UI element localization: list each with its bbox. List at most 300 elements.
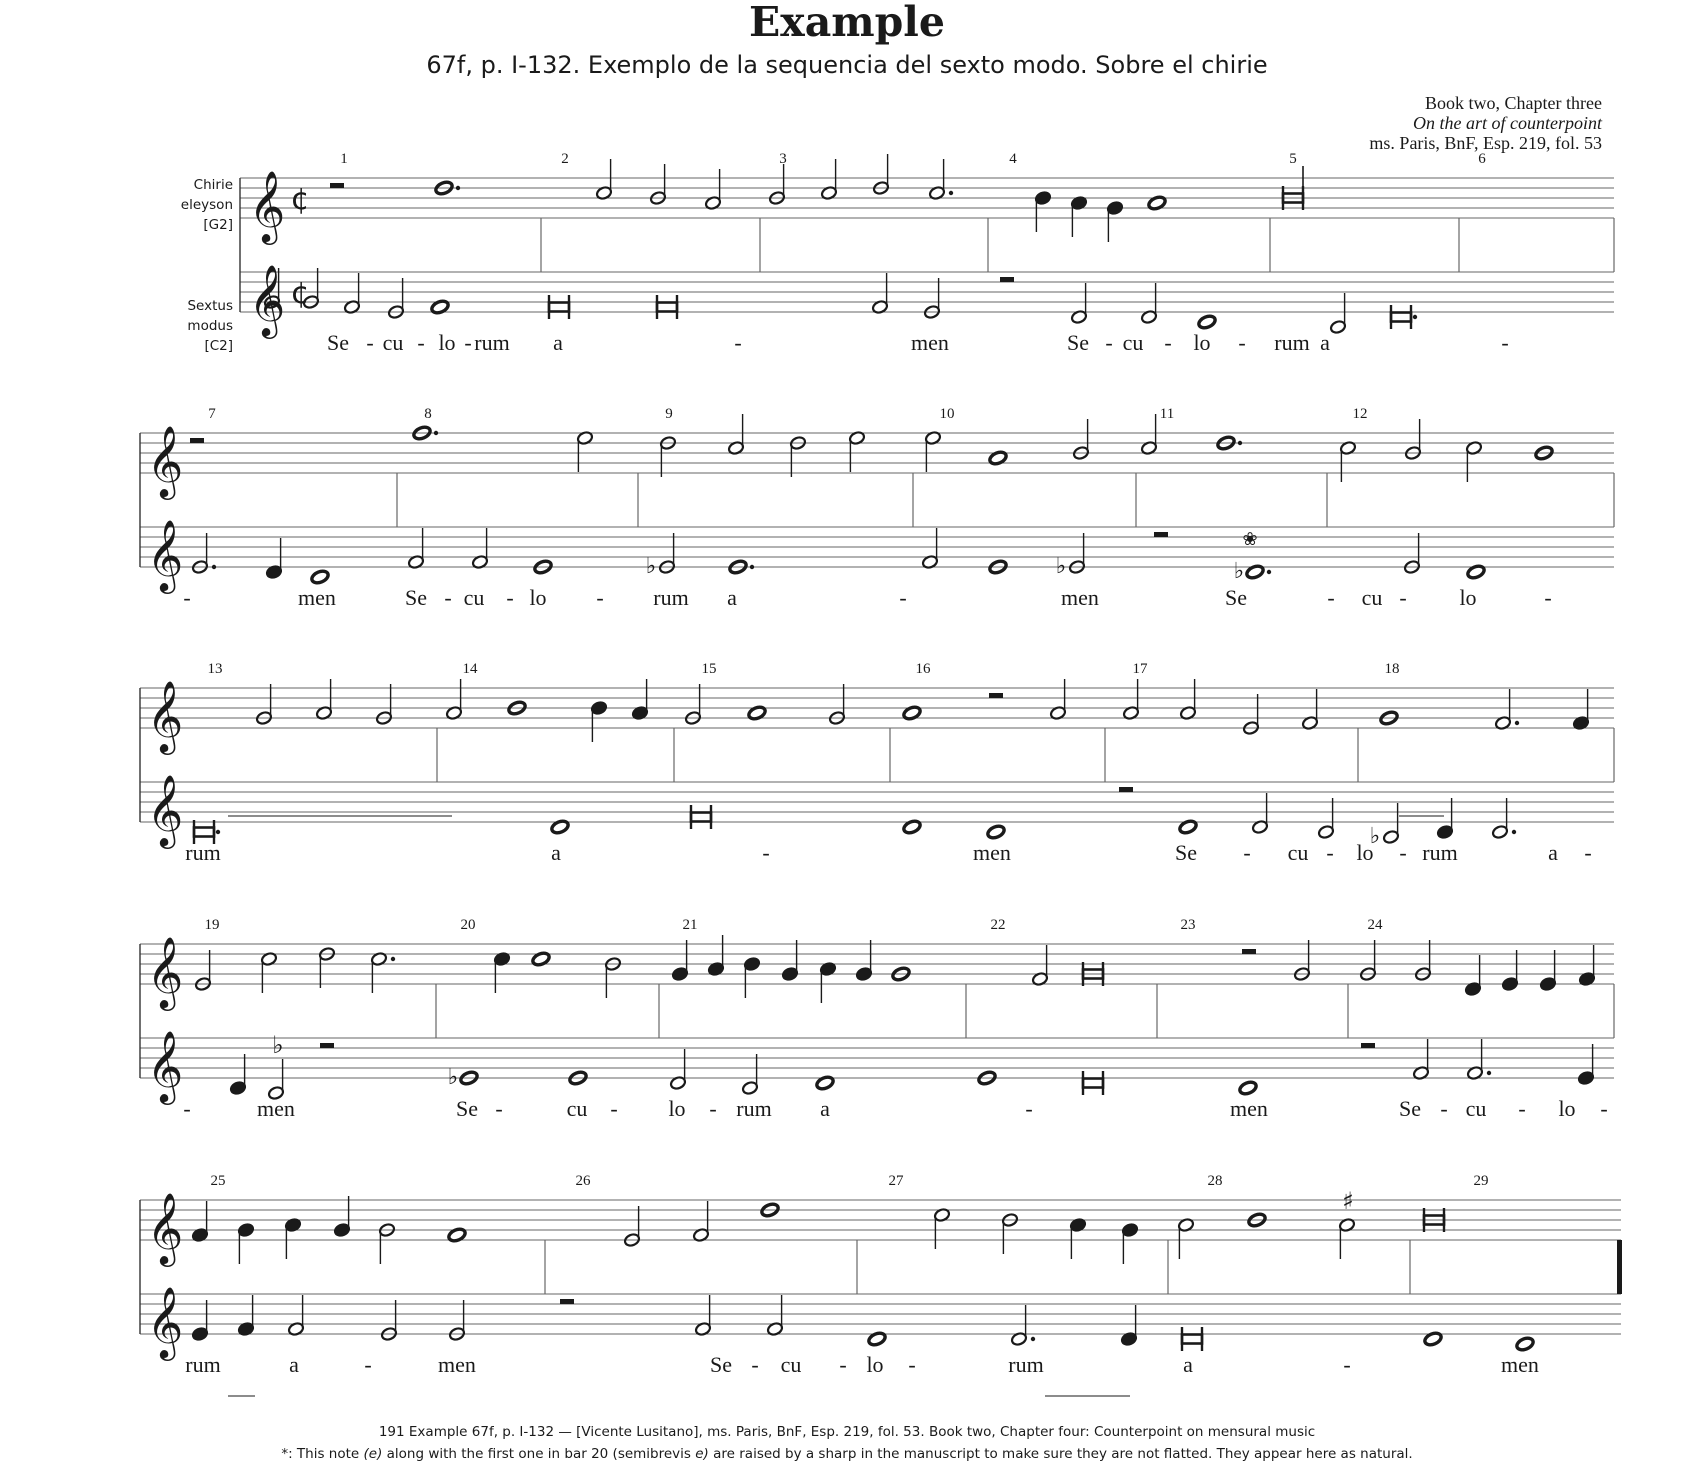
note-lower: [741, 1054, 758, 1096]
measure-number-15: 15: [701, 661, 717, 677]
measure-number-5: 5: [1289, 151, 1297, 167]
note-lower-head: [1423, 1331, 1443, 1347]
lyric-syllable: cu: [1122, 330, 1144, 355]
lyric-syllable: men: [298, 585, 336, 610]
cut-time-icon: ¢: [290, 182, 310, 217]
note-lower-rest: [320, 1043, 334, 1048]
note-lower: [1154, 532, 1168, 537]
lyric-syllable: men: [973, 840, 1011, 865]
note-upper: [928, 159, 953, 201]
lyric-syllable: -: [899, 585, 907, 610]
note-upper: [902, 705, 922, 721]
note-lower-breve: [1182, 1335, 1202, 1344]
note-upper: [237, 1222, 254, 1264]
lyric-syllable: a: [1183, 1352, 1193, 1377]
note-lower: [657, 295, 677, 319]
lyric-syllable: -: [495, 1096, 503, 1121]
measure-number-12: 12: [1352, 406, 1368, 422]
note-upper-head: [447, 1227, 467, 1243]
note-upper: [447, 1227, 467, 1243]
note-upper: [1179, 679, 1196, 721]
note-lower: [1238, 1080, 1258, 1096]
lyric-syllable: Se: [1067, 330, 1089, 355]
note-lower-head: [902, 819, 922, 835]
lyric-syllable: -: [1025, 1096, 1033, 1121]
lyric-syllable: -: [183, 1096, 191, 1121]
footer-note-b: (e): [363, 1446, 383, 1462]
note-lower-head: [1245, 564, 1265, 580]
note-lower-flat: ♭: [1233, 559, 1245, 584]
note-upper: [1034, 190, 1051, 232]
note-upper: [1242, 949, 1256, 954]
note-lower-dot: [212, 565, 216, 569]
note-upper-rest: [330, 183, 344, 188]
lyric-syllable: lo: [438, 330, 456, 355]
measure-number-3: 3: [779, 151, 787, 167]
note-upper: [623, 1206, 640, 1248]
note-lower: [191, 1300, 208, 1342]
note-upper-dot: [949, 191, 953, 195]
lyric-syllable: -: [1518, 1096, 1526, 1121]
measure-number-19: 19: [204, 917, 220, 933]
lyric-syllable: lo: [668, 1096, 686, 1121]
note-lower: [1245, 564, 1271, 580]
measure-number-25: 25: [210, 1173, 226, 1189]
note-lower-head: [1238, 1080, 1258, 1096]
note-upper: [743, 956, 760, 998]
note-upper: [1069, 1217, 1086, 1259]
note-lower: [669, 1049, 686, 1091]
treble-clef-icon: 𝄞: [146, 1285, 184, 1358]
note-lower-head: [1178, 819, 1198, 835]
note-lower: [471, 528, 488, 570]
note-lower-dot: [1512, 830, 1516, 834]
note-upper: [1338, 1217, 1355, 1259]
cut-time-icon: ¢: [290, 276, 310, 311]
note-lower: [1391, 305, 1417, 329]
note-lower-flat: ♭: [447, 1065, 459, 1090]
note-upper-dot: [434, 431, 438, 435]
measure-number-8: 8: [424, 406, 432, 422]
measure-number-26: 26: [575, 1173, 591, 1189]
measure-number-23: 23: [1180, 917, 1196, 933]
lyric-syllable: rum: [736, 1096, 772, 1121]
note-lower: [691, 805, 711, 829]
lyric-syllable: -: [1243, 840, 1251, 865]
note-lower: [1423, 1331, 1443, 1347]
measure-number-11: 11: [1159, 406, 1175, 422]
measure-number-20: 20: [460, 917, 476, 933]
note-lower: [1491, 798, 1516, 840]
note-lower: [1000, 277, 1014, 282]
note-upper: [848, 430, 865, 472]
note-lower: [1361, 1043, 1375, 1048]
lyric-syllable: -: [908, 1352, 916, 1377]
note-lower-dot: [1031, 1337, 1035, 1341]
lyric-syllable: cu: [463, 585, 485, 610]
note-lower-dot: [750, 565, 754, 569]
note-upper: [828, 684, 845, 726]
note-upper: [631, 679, 648, 721]
note-upper: [445, 679, 462, 721]
note-upper: [1404, 419, 1421, 461]
lyric-syllable: -: [417, 330, 425, 355]
note-upper: [1140, 414, 1157, 456]
note-upper: [1177, 1217, 1194, 1259]
voice-label-lower-2: modus: [187, 318, 233, 334]
editorial-sharp-icon: ♯: [1342, 1187, 1354, 1215]
note-upper: [704, 169, 721, 211]
measure-number-28: 28: [1207, 1173, 1223, 1189]
note-upper: [1049, 679, 1066, 721]
lyric-syllable: -: [506, 585, 514, 610]
note-lower-breve: [194, 828, 214, 837]
note-upper: [659, 435, 676, 477]
note-upper: [1070, 195, 1087, 237]
lyric-syllable: Se: [1399, 1096, 1421, 1121]
lyric-syllable: Se: [327, 330, 349, 355]
note-lower: [1412, 1039, 1429, 1081]
lyric-syllable: -: [366, 330, 374, 355]
lyric-syllable: cu: [780, 1352, 802, 1377]
note-lower-head: [1466, 564, 1486, 580]
note-lower: [1251, 793, 1268, 835]
note-upper: [819, 961, 836, 1003]
lyric-syllable: -: [610, 1096, 618, 1121]
note-upper-rest: [989, 693, 1003, 698]
note-upper-dot: [1238, 441, 1242, 445]
note-lower: [867, 1331, 887, 1347]
lyric-syllable: lo: [1356, 840, 1374, 865]
lyric-syllable: Se: [1225, 585, 1247, 610]
note-lower: [1466, 1039, 1491, 1081]
note-upper: [781, 940, 798, 982]
note-upper: [1001, 1212, 1018, 1254]
lyric-syllable: cu: [382, 330, 404, 355]
note-lower: [1182, 1327, 1202, 1351]
note-lower-breve: [691, 813, 711, 822]
source-line-1: Book two, Chapter three: [1425, 93, 1602, 113]
note-lower: [387, 278, 404, 320]
note-lower-dot: [1487, 1071, 1491, 1075]
voice-label-upper-2: eleyson: [180, 197, 233, 213]
note-lower: [407, 528, 424, 570]
lyric-syllable: lo: [1558, 1096, 1576, 1121]
note-lower-flat: ♭: [645, 554, 657, 579]
note-lower-flat: ♭: [1369, 824, 1381, 849]
note-lower: [1083, 1071, 1103, 1095]
footer-note-c: along with the first one in bar 20 (semibrevis: [382, 1446, 696, 1462]
lyric-syllable: -: [183, 585, 191, 610]
note-lower: [1403, 533, 1420, 575]
lyric-syllable: -: [1327, 585, 1335, 610]
note-lower: [1070, 283, 1087, 325]
note-lower-head: [867, 1331, 887, 1347]
voice-label-upper-3: [G2]: [203, 217, 233, 233]
treble-clef-icon: 𝄞: [248, 169, 286, 242]
lyric-syllable: cu: [1361, 585, 1383, 610]
note-upper: [1465, 440, 1482, 482]
lyric-syllable: -: [734, 330, 742, 355]
note-upper: [590, 700, 607, 742]
note-upper-head: [988, 450, 1008, 466]
note-lower: [380, 1300, 397, 1342]
lyric-syllable: -: [596, 585, 604, 610]
note-lower: [191, 533, 216, 575]
measure-number-22: 22: [990, 917, 1006, 933]
lyric-syllable: lo: [866, 1352, 884, 1377]
note-lower-dot: [1413, 315, 1417, 319]
note-upper: [933, 1207, 950, 1249]
note-lower: [430, 299, 450, 315]
note-upper: [370, 951, 395, 993]
treble-clef-icon: 𝄞: [146, 679, 184, 752]
note-upper: [378, 1222, 395, 1264]
lyric-syllable: -: [1440, 1096, 1448, 1121]
note-upper: [727, 414, 744, 456]
measure-number-10: 10: [939, 406, 955, 422]
note-lower: [1577, 1044, 1594, 1086]
note-upper-dot: [456, 186, 460, 190]
note-upper-dot: [1515, 721, 1519, 725]
note-lower: [549, 295, 569, 319]
note-lower: [237, 1295, 254, 1337]
lyric-syllable: men: [438, 1352, 476, 1377]
note-lower: [1317, 798, 1334, 840]
lyric-syllable: rum: [1274, 330, 1310, 355]
note-lower: [923, 278, 940, 320]
note-upper: [1121, 1222, 1138, 1264]
note-upper: [1122, 679, 1139, 721]
measure-number-9: 9: [665, 406, 673, 422]
measure-number-2: 2: [561, 151, 569, 167]
note-upper: [855, 940, 872, 982]
note-lower-breve: [549, 303, 569, 312]
footer-note-e: are raised by a sharp in the manuscript to make sure they are not flatted. They appear here as natural.: [708, 1446, 1413, 1462]
note-upper-head: [747, 705, 767, 721]
note-upper: [1539, 950, 1556, 992]
measure-number-1: 1: [340, 151, 348, 167]
note-upper-rest: [1242, 949, 1256, 954]
treble-clef-icon: 𝄞: [146, 424, 184, 497]
note-lower: [1119, 787, 1133, 792]
note-lower: [229, 1054, 246, 1096]
note-lower-head: [550, 819, 570, 835]
lyric-syllable: -: [751, 1352, 759, 1377]
note-upper: [1106, 200, 1123, 242]
note-upper: [595, 159, 612, 201]
note-lower: [1178, 819, 1198, 835]
note-upper: [707, 935, 724, 977]
note-upper: [1072, 419, 1089, 461]
note-lower: [1382, 803, 1399, 845]
note-lower: [267, 1059, 284, 1101]
note-upper-head: [531, 951, 551, 967]
lyric-syllable: -: [709, 1096, 717, 1121]
final-barline: [1617, 1240, 1622, 1294]
note-upper: [493, 951, 510, 993]
lyric-syllable: Se: [710, 1352, 732, 1377]
treble-clef-icon: 𝄞: [146, 1029, 184, 1102]
footer-caption: 191 Example 67f, p. I-132 — [Vicente Lusitano], ms. Paris, BnF, Esp. 219, fol. 53. Book two, Chapter four: Counterpoint on mensural music: [378, 1424, 1316, 1440]
lyric-syllable: -: [1399, 585, 1407, 610]
note-upper: [315, 679, 332, 721]
lyric-syllable: lo: [1459, 585, 1477, 610]
lyric-syllable: men: [257, 1096, 295, 1121]
measure-number-4: 4: [1009, 151, 1017, 167]
measure-number-6: 6: [1478, 151, 1486, 167]
note-upper: [190, 438, 204, 443]
note-upper: [820, 159, 837, 201]
note-lower-dot: [216, 830, 220, 834]
treble-clef-icon: 𝄞: [146, 935, 184, 1008]
note-lower-breve: [1391, 313, 1411, 322]
source-line-3: ms. Paris, BnF, Esp. 219, fol. 53: [1369, 133, 1602, 153]
note-upper-dot: [391, 957, 395, 961]
lyric-syllable: -: [1399, 840, 1407, 865]
treble-clef-icon: 𝄞: [248, 263, 286, 336]
note-lower: [766, 1295, 783, 1337]
note-lower: [871, 273, 888, 315]
lyric-syllable: -: [1164, 330, 1172, 355]
note-lower-dot: [1267, 570, 1271, 574]
measure-number-29: 29: [1473, 1173, 1489, 1189]
note-upper: [1414, 940, 1431, 982]
lyric-syllable: cu: [566, 1096, 588, 1121]
lyric-syllable: -: [364, 1352, 372, 1377]
treble-clef-icon: 𝄞: [146, 518, 184, 591]
note-lower: [658, 533, 675, 575]
note-lower: [310, 569, 330, 585]
note-lower: [902, 819, 922, 835]
measure-number-14: 14: [462, 661, 478, 677]
note-upper: [747, 705, 767, 721]
note-lower-breve: [657, 303, 677, 312]
note-lower: [986, 824, 1006, 840]
voice-label-lower-3: [C2]: [204, 338, 233, 354]
lyric-syllable: a: [1548, 840, 1558, 865]
note-upper: [1359, 940, 1376, 982]
note-lower: [1515, 1336, 1535, 1352]
note-upper: [1464, 955, 1481, 997]
note-upper: [768, 164, 785, 206]
note-lower: [1466, 564, 1486, 580]
lyric-syllable: a: [727, 585, 737, 610]
note-lower: [550, 819, 570, 835]
note-lower: [694, 1295, 711, 1337]
note-lower: [448, 1300, 465, 1342]
note-lower-flat: ♭: [1055, 554, 1067, 579]
note-lower-breve: [1083, 1079, 1103, 1088]
note-upper: [1339, 440, 1356, 482]
note-upper: [1242, 694, 1259, 736]
lyric-syllable: -: [839, 1352, 847, 1377]
note-lower-head: [1197, 314, 1217, 330]
note-upper: [692, 1201, 709, 1243]
lyric-syllable: men: [1230, 1096, 1268, 1121]
note-lower-head: [310, 569, 330, 585]
note-lower-rest: [1154, 532, 1168, 537]
lyric-syllable: -: [464, 330, 472, 355]
note-upper: [789, 435, 806, 477]
note-lower: [1197, 314, 1217, 330]
lyric-syllable: rum: [1008, 1352, 1044, 1377]
note-upper: [1501, 950, 1518, 992]
note-lower: [815, 1075, 835, 1091]
note-upper: [1578, 945, 1595, 987]
lyric-syllable: Se: [456, 1096, 478, 1121]
note-upper: [671, 940, 688, 982]
note-upper: [924, 430, 941, 472]
note-upper: [333, 1196, 350, 1238]
note-lower: [287, 1295, 304, 1337]
lyric-syllable: cu: [1465, 1096, 1487, 1121]
lyric-syllable: a: [1320, 330, 1330, 355]
note-upper: [1494, 689, 1519, 731]
note-upper: [1301, 689, 1318, 731]
lyric-syllable: Se: [405, 585, 427, 610]
measure-number-13: 13: [207, 661, 223, 677]
note-lower: [1436, 798, 1453, 840]
lyric-syllable: -: [444, 585, 452, 610]
note-lower: [320, 1043, 334, 1048]
lyric-syllable: rum: [653, 585, 689, 610]
note-lower-rest: [1361, 1043, 1375, 1048]
note-lower-head: [815, 1075, 835, 1091]
note-upper: [531, 951, 551, 967]
note-lower-head: [986, 824, 1006, 840]
page-title: Example: [749, 0, 945, 46]
note-lower-rest: [1000, 277, 1014, 282]
lyric-syllable: lo: [1193, 330, 1211, 355]
lyric-syllable: cu: [1287, 840, 1309, 865]
source-line-2: On the art of counterpoint: [1413, 113, 1602, 133]
note-upper: [989, 693, 1003, 698]
lyric-syllable: a: [551, 840, 561, 865]
note-upper: [330, 183, 344, 188]
voice-label-lower-1: Sextus: [187, 298, 233, 314]
note-upper: [1572, 689, 1589, 731]
measure-number-16: 16: [915, 661, 931, 677]
lyric-syllable: -: [1343, 1352, 1351, 1377]
note-upper: [255, 684, 272, 726]
note-upper: [1031, 945, 1048, 987]
note-upper: [1293, 940, 1310, 982]
measure-number-24: 24: [1367, 917, 1383, 933]
note-upper-head: [902, 705, 922, 721]
note-upper: [318, 946, 335, 988]
lyric-syllable: a: [820, 1096, 830, 1121]
note-lower: [343, 273, 360, 315]
note-upper-head: [1147, 195, 1167, 211]
note-upper: [375, 684, 392, 726]
note-upper-rest: [190, 438, 204, 443]
lyric-syllable: men: [1061, 585, 1099, 610]
note-upper: [872, 154, 889, 196]
lyric-syllable: a: [289, 1352, 299, 1377]
footer-note-a: *: This note: [281, 1446, 364, 1462]
lyric-syllable: rum: [1422, 840, 1458, 865]
lyric-syllable: men: [1501, 1352, 1539, 1377]
lyric-syllable: rum: [185, 840, 221, 865]
lyric-syllable: rum: [185, 1352, 221, 1377]
note-lower: [1140, 283, 1157, 325]
note-lower: [265, 538, 282, 580]
note-lower: [560, 1299, 574, 1304]
note-lower-rest: [560, 1299, 574, 1304]
lyric-syllable: -: [1326, 840, 1334, 865]
note-lower: [1068, 533, 1085, 575]
